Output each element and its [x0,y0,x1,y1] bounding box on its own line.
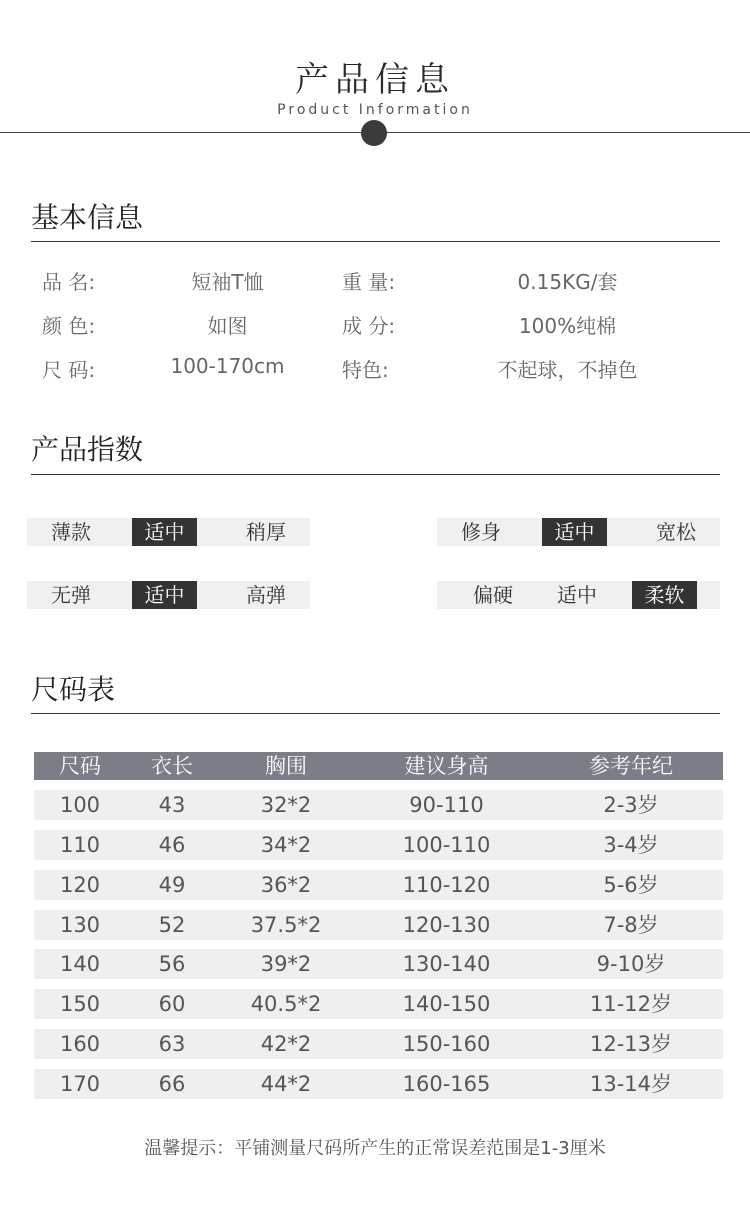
table-cell: 36*2 [260,873,312,897]
table-cell: 39*2 [260,952,312,976]
table-cell: 12-13岁 [589,1032,673,1056]
table-cell: 100-110 [402,833,491,857]
table-cell: 52 [158,913,186,937]
index-option: 适中 [557,583,597,607]
table-cell: 110-120 [402,873,491,897]
table-cell: 170 [59,1072,101,1096]
table-cell: 120 [59,873,101,897]
header-dot [361,120,387,146]
column-header: 参考年纪 [589,754,673,778]
info-value: 如图 [207,314,248,338]
table-row [34,1069,723,1099]
table-cell: 120-130 [402,913,491,937]
table-cell: 60 [158,992,186,1016]
index-option-selected: 适中 [132,581,197,609]
table-cell: 100 [59,793,101,817]
product-index-title: 产品指数 [31,433,144,466]
column-header: 建议身高 [404,754,489,778]
index-option-selected: 适中 [542,518,607,546]
table-cell: 5-6岁 [603,873,659,897]
column-header: 衣长 [151,754,193,778]
table-cell: 140-150 [402,992,491,1016]
index-option: 修身 [461,520,501,544]
measurement-note: 温馨提示：平铺测量尺码所产生的正常误差范围是1-3厘米 [144,1138,606,1159]
table-cell: 110 [59,833,101,857]
index-option-selected: 柔软 [632,581,697,609]
info-label: 尺 码: [42,358,96,382]
basic-info-divider [31,241,720,242]
table-row [34,790,723,820]
table-row [34,910,723,940]
table-header [34,752,723,780]
info-row [0,266,750,306]
info-value: 100%纯棉 [518,314,617,338]
info-value: 0.15KG/套 [517,270,618,294]
table-cell: 150 [59,992,101,1016]
info-value: 不起球，不掉色 [497,358,638,382]
index-option: 稍厚 [246,520,286,544]
thickness-index-bar [27,518,310,546]
index-option-selected: 适中 [132,518,197,546]
table-cell: 90-110 [409,793,484,817]
table-cell: 37.5*2 [250,913,322,937]
size-table [34,752,723,1100]
basic-info-title: 基本信息 [31,201,144,234]
table-row [34,830,723,860]
table-cell: 130-140 [402,952,491,976]
table-cell: 63 [158,1032,186,1056]
table-cell: 130 [59,913,101,937]
info-label: 品 名: [42,270,96,294]
table-cell: 34*2 [260,833,312,857]
product-index-divider [31,474,720,475]
info-label: 成 分: [342,314,396,338]
table-row [34,949,723,979]
table-cell: 140 [59,952,101,976]
fit-index-bar [437,518,720,546]
info-value: 100-170cm [170,354,285,378]
table-row [34,989,723,1019]
table-cell: 2-3岁 [603,793,659,817]
table-cell: 7-8岁 [603,913,659,937]
table-cell: 56 [158,952,186,976]
table-cell: 44*2 [260,1072,312,1096]
page-subtitle: Product Information [277,102,473,118]
table-cell: 49 [158,873,186,897]
table-cell: 3-4岁 [603,833,659,857]
index-option: 宽松 [656,520,696,544]
index-option: 无弹 [51,583,91,607]
table-cell: 42*2 [260,1032,312,1056]
index-option: 偏硬 [473,583,513,607]
index-option: 高弹 [246,583,286,607]
table-row [34,870,723,900]
table-cell: 11-12岁 [589,992,673,1016]
size-chart-divider [31,713,720,714]
table-cell: 32*2 [260,793,312,817]
table-cell: 46 [158,833,186,857]
info-row [0,354,750,394]
info-row [0,310,750,350]
info-label: 重 量: [342,270,396,294]
table-cell: 66 [158,1072,186,1096]
table-cell: 40.5*2 [250,992,322,1016]
info-label: 颜 色: [42,314,96,338]
table-row [34,1029,723,1059]
column-header: 尺码 [59,754,101,778]
table-cell: 150-160 [402,1032,491,1056]
table-cell: 9-10岁 [596,952,666,976]
table-cell: 160 [59,1032,101,1056]
info-value: 短袖T恤 [191,270,264,294]
table-cell: 13-14岁 [589,1072,673,1096]
index-option: 薄款 [51,520,91,544]
info-label: 特色: [342,358,389,382]
softness-index-bar [437,581,720,609]
column-header: 胸围 [265,754,307,778]
size-chart-title: 尺码表 [31,673,116,706]
page-title: 产品信息 [295,60,455,100]
elasticity-index-bar [27,581,310,609]
table-cell: 160-165 [402,1072,491,1096]
table-cell: 43 [158,793,186,817]
